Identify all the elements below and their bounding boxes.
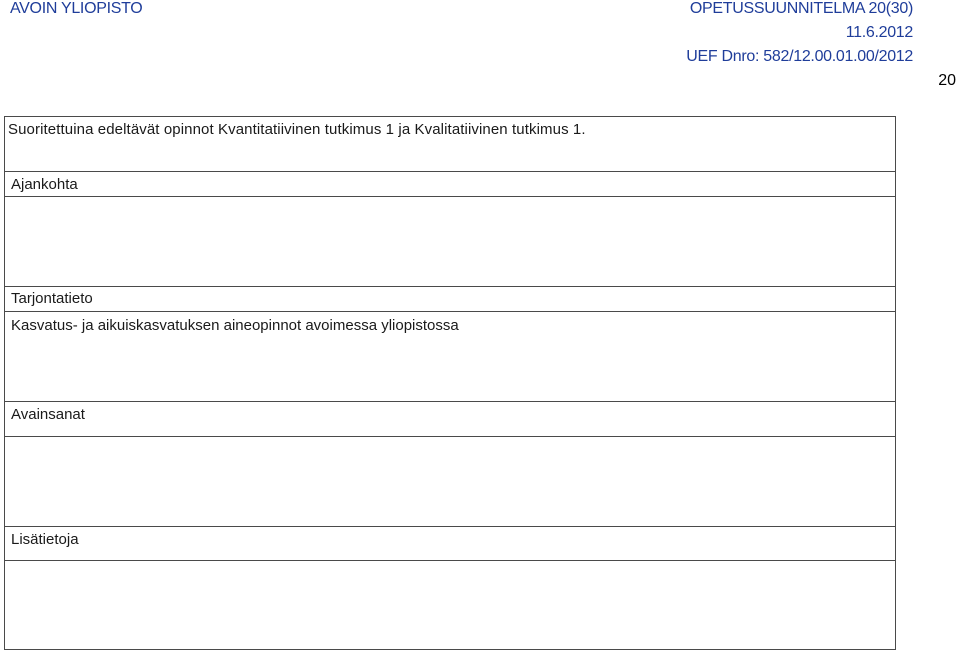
prerequisites-text: Suoritettuina edeltävät opinnot Kvantitatiivinen tutkimus 1 ja Kvalitatiivinen tutkimus 1. xyxy=(8,121,586,138)
document-title: OPETUSSUUNNITELMA 20(30) xyxy=(689,0,913,17)
row-divider xyxy=(5,171,895,172)
row-divider xyxy=(5,196,895,197)
offering-value: Kasvatus- ja aikuiskasvatuksen aineopinnot avoimessa yliopistossa xyxy=(11,317,459,334)
organization-name: AVOIN YLIOPISTO xyxy=(10,0,143,17)
document-reference: UEF Dnro: 582/12.00.01.00/2012 xyxy=(686,48,913,65)
row-divider xyxy=(5,560,895,561)
course-info-table xyxy=(4,116,896,650)
row-divider xyxy=(5,436,895,437)
row-divider xyxy=(5,311,895,312)
timing-label: Ajankohta xyxy=(11,176,78,193)
document-date: 11.6.2012 xyxy=(845,24,913,41)
keywords-label: Avainsanat xyxy=(11,406,85,423)
row-divider xyxy=(5,286,895,287)
row-divider xyxy=(5,526,895,527)
row-divider xyxy=(5,401,895,402)
additional-info-label: Lisätietoja xyxy=(11,531,79,548)
page-number: 20 xyxy=(938,72,956,89)
offering-label: Tarjontatieto xyxy=(11,290,93,307)
